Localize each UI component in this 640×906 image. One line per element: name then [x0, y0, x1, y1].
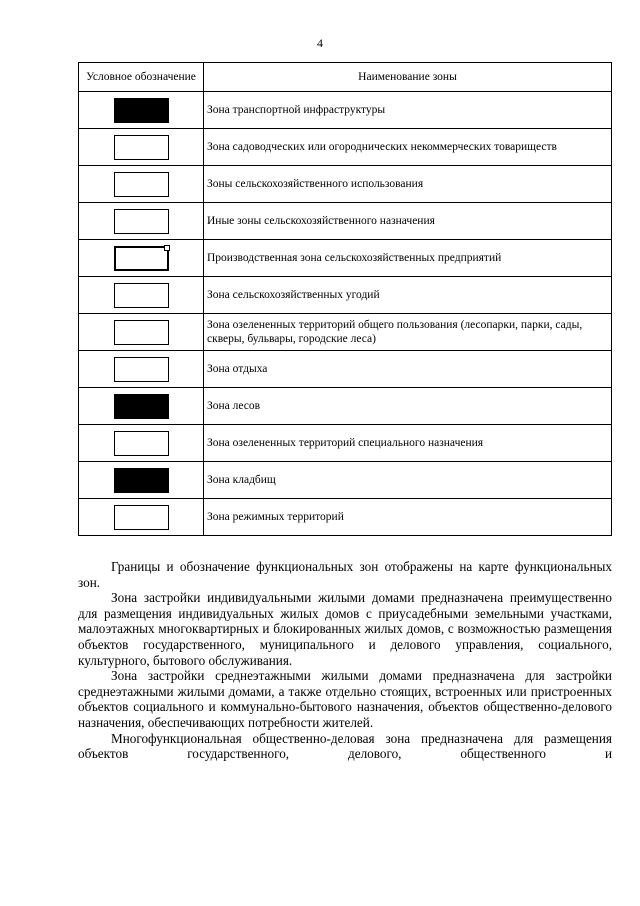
table-row: [79, 240, 612, 277]
zone-symbol-cell: [79, 462, 204, 499]
zone-name: Зона режимных территорий: [204, 499, 612, 536]
table-row: [79, 314, 612, 351]
zone-symbol-swatch: [114, 394, 169, 419]
zone-symbol-cell: [79, 388, 204, 425]
page-number: 4: [317, 36, 323, 50]
zone-symbol-cell: [79, 499, 204, 536]
zone-symbol-swatch: [114, 505, 169, 530]
zone-symbol-swatch: [114, 468, 169, 493]
table-row: [79, 351, 612, 388]
zone-symbol-cell: [79, 277, 204, 314]
header-symbol: Условное обозначение: [79, 63, 204, 92]
zone-name: Зона садоводческих или огороднических некоммерческих товариществ: [204, 129, 612, 166]
zone-symbol-swatch: [114, 320, 169, 345]
table-row: [79, 499, 612, 536]
zone-symbol-swatch: [114, 431, 169, 456]
zone-symbol-swatch: [114, 98, 169, 123]
table-row: [79, 92, 612, 129]
legend-body: [79, 92, 612, 536]
zone-name: Иные зоны сельскохозяйственного назначения: [204, 203, 612, 240]
zone-symbol-cell: [79, 203, 204, 240]
paragraph: Зона застройки среднеэтажными жилыми домами предназначена для застройки среднеэтажными жилыми домами, а также отдельно стоящих, встроенных или пристроенных объектов социального и коммунально-бытового назначения, объектов общественно-делового назначения, обеспечивающих потребности жителей.: [78, 668, 612, 730]
table-row: [79, 129, 612, 166]
zone-symbol-cell: [79, 314, 204, 351]
zone-symbol-cell: [79, 92, 204, 129]
zone-symbol-cell: [79, 351, 204, 388]
zone-name: Зона лесов: [204, 388, 612, 425]
zone-name: Зона отдыха: [204, 351, 612, 388]
zone-symbol-swatch: [114, 357, 169, 382]
zone-symbol-swatch: [114, 283, 169, 308]
zone-name: Зона транспортной инфраструктуры: [204, 92, 612, 129]
zone-name: Зона сельскохозяйственных угодий: [204, 277, 612, 314]
table-row: [79, 277, 612, 314]
table-row: [79, 388, 612, 425]
zone-symbol-swatch: [114, 135, 169, 160]
paragraph: Многофункциональная общественно-деловая зона предназначена для размещения объектов государственного, делового, общественного и: [78, 730, 612, 762]
zone-symbol-cell: [79, 240, 204, 277]
zone-name: Зона озелененных территорий общего пользования (лесопарки, парки, сады, скверы, бульвары, городские леса): [204, 314, 612, 351]
table-row: [79, 462, 612, 499]
table-header-row: [79, 63, 612, 92]
zone-name: Зоны сельскохозяйственного использования: [204, 166, 612, 203]
zone-symbol-cell: [79, 129, 204, 166]
zone-symbol-swatch: [114, 209, 169, 234]
header-zone-name: Наименование зоны: [204, 63, 612, 92]
zone-symbol-cell: [79, 166, 204, 203]
zone-name: Зона кладбищ: [204, 462, 612, 499]
table-row: [79, 166, 612, 203]
zones-legend-table: [78, 62, 612, 536]
table-row: [79, 425, 612, 462]
zone-symbol-cell: [79, 425, 204, 462]
body-text: [78, 559, 612, 762]
zone-name: Зона озелененных территорий специального назначения: [204, 425, 612, 462]
zone-symbol-swatch: [114, 172, 169, 197]
table-row: [79, 203, 612, 240]
zone-symbol-swatch: [114, 246, 169, 271]
zone-name: Производственная зона сельскохозяйственных предприятий: [204, 240, 612, 277]
paragraph: Зона застройки индивидуальными жилыми домами предназначена преимущественно для размещения индивидуальных жилых домов с приусадебными земельными участками, малоэтажных многоквартирных и блокированных жилых домов, с возможностью размещения объектов государственного, муниципального и делового управления, социального, культурного, бытового обслуживания.: [78, 590, 612, 668]
paragraph: Границы и обозначение функциональных зон отображены на карте функциональных зон.: [78, 559, 612, 590]
